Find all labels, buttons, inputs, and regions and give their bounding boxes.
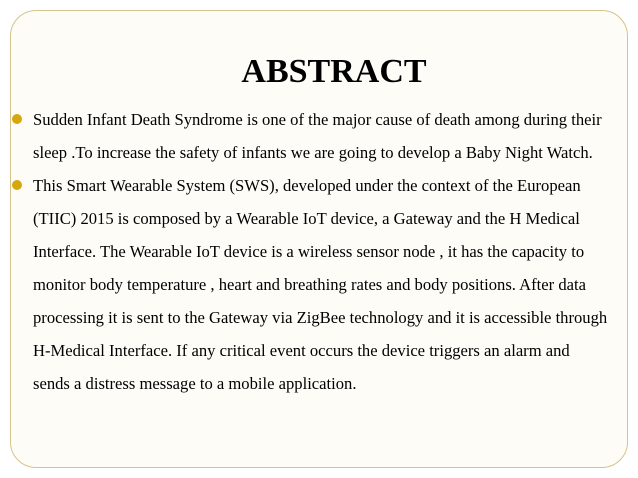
bullet-text: This Smart Wearable System (SWS), developed under the context of the European (TIIC) 2015 is composed by a Wearable IoT device, a Gateway and the H Medical Interface. The Wearable IoT device is a wireless sensor node , it has the capacity to monitor body temperature , heart and breathing rates and body positions. After data processing it is sent to the Gateway via ZigBee technology and it is accessible through H-Medical Interface. If any critical event occurs the device triggers an alarm and sends a distress message to a mobile application. (33, 176, 608, 393)
slide-title: ABSTRACT (241, 53, 427, 90)
bullet-item (10, 103, 610, 169)
bullet-item (10, 169, 610, 400)
bullet-text: Sudden Infant Death Syndrome is one of the major cause of death among during their sleep .To increase the safety of infants we are going to develop a Baby Night Watch. (33, 110, 602, 162)
bullet-dot-icon (12, 114, 22, 124)
bullet-list (10, 103, 610, 400)
bullet-dot-icon (12, 180, 22, 190)
